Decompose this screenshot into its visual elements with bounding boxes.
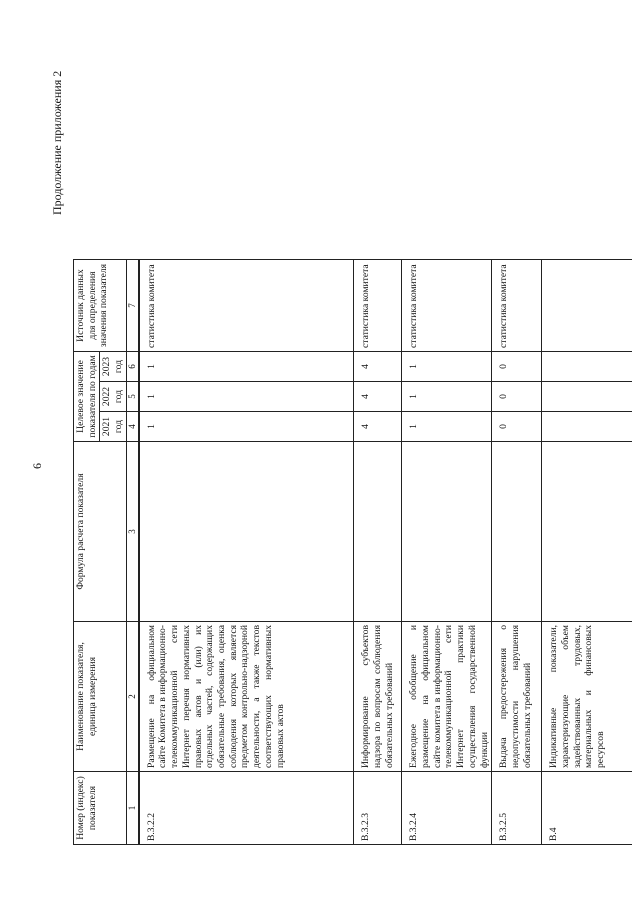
row-name: Ежегодное обобщение и размещение на официальном сайте комитета в информационно-телекоммуникационной сети Интернет практики осуществления государственной функции [402, 622, 492, 772]
row-value-2023: 4 [354, 352, 402, 382]
row-code: В.4 [542, 772, 632, 845]
row-value-2023: 1 [139, 352, 354, 382]
row-name: Индикативные показатели, характеризующие объем задействованных трудовых, материальных и финансовых ресурсов [542, 622, 632, 772]
column-numbers-row [126, 260, 138, 845]
row-value-2021: 1 [139, 412, 354, 442]
column-number: 1 [126, 772, 138, 845]
row-formula [492, 442, 542, 622]
header-formula: Формула расчета показателя [74, 442, 127, 622]
indicators-table [73, 259, 632, 845]
column-number: 4 [126, 412, 138, 442]
row-code: В.3.2.2 [139, 772, 354, 845]
row-source: статистика комитета [402, 260, 492, 352]
row-source: статистика комитета [492, 260, 542, 352]
row-formula [542, 442, 632, 622]
row-name: Размещение на официальном сайте Комитета в информационно-телекоммуникационной сети Интернет перечня нормативных правовых актов и (или) их отдельных частей, содержащих обязательные требования, оценка соблюдения которых является предметом контрольно-надзорной деятельности, а также текстов соответствующих нормативных правовых актов [139, 622, 354, 772]
row-value-2023: 1 [402, 352, 492, 382]
row-value-2022: 4 [354, 382, 402, 412]
row-source: статистика комитета [139, 260, 354, 352]
continuation-note: Продолжение приложения 2 [50, 70, 64, 215]
header-row [74, 260, 100, 845]
row-formula [139, 442, 354, 622]
row-code: В.3.2.3 [354, 772, 402, 845]
row-formula [354, 442, 402, 622]
row-value-2022: 1 [139, 382, 354, 412]
table-row [402, 260, 492, 845]
row-value-2021: 0 [492, 412, 542, 442]
table-row [354, 260, 402, 845]
row-code: В.3.2.4 [402, 772, 492, 845]
row-value-2021 [542, 412, 632, 442]
row-source: статистика комитета [354, 260, 402, 352]
column-number: 3 [126, 442, 138, 622]
row-value-2021: 4 [354, 412, 402, 442]
column-number: 5 [126, 382, 138, 412]
row-value-2022: 0 [492, 382, 542, 412]
row-value-2023 [542, 352, 632, 382]
row-name: Информирование субъектов надзора по вопросам соблюдения обязательных требований [354, 622, 402, 772]
row-value-2022 [542, 382, 632, 412]
header-year-2023: 2023 год [100, 352, 126, 382]
column-number: 6 [126, 352, 138, 382]
header-code: Номер (индекс) показателя [74, 772, 127, 845]
column-number: 2 [126, 622, 138, 772]
header-target: Целевое значение показателя по годам [74, 352, 100, 442]
row-source [542, 260, 632, 352]
table-row [542, 260, 632, 845]
page-number: 6 [30, 463, 44, 469]
row-code: В.3.2.5 [492, 772, 542, 845]
header-year-2022: 2022 год [100, 382, 126, 412]
header-name: Наименование показателя, единица измерения [74, 622, 127, 772]
header-year-2021: 2021 год [100, 412, 126, 442]
table-row [492, 260, 542, 845]
row-formula [402, 442, 492, 622]
row-name: Выдача предостережения о недопустимости нарушения обязательных требований [492, 622, 542, 772]
header-source: Источник данных для определения значения показателя [74, 260, 127, 352]
row-value-2022: 1 [402, 382, 492, 412]
table-row [139, 260, 354, 845]
column-number: 7 [126, 260, 138, 352]
row-value-2021: 1 [402, 412, 492, 442]
row-value-2023: 0 [492, 352, 542, 382]
